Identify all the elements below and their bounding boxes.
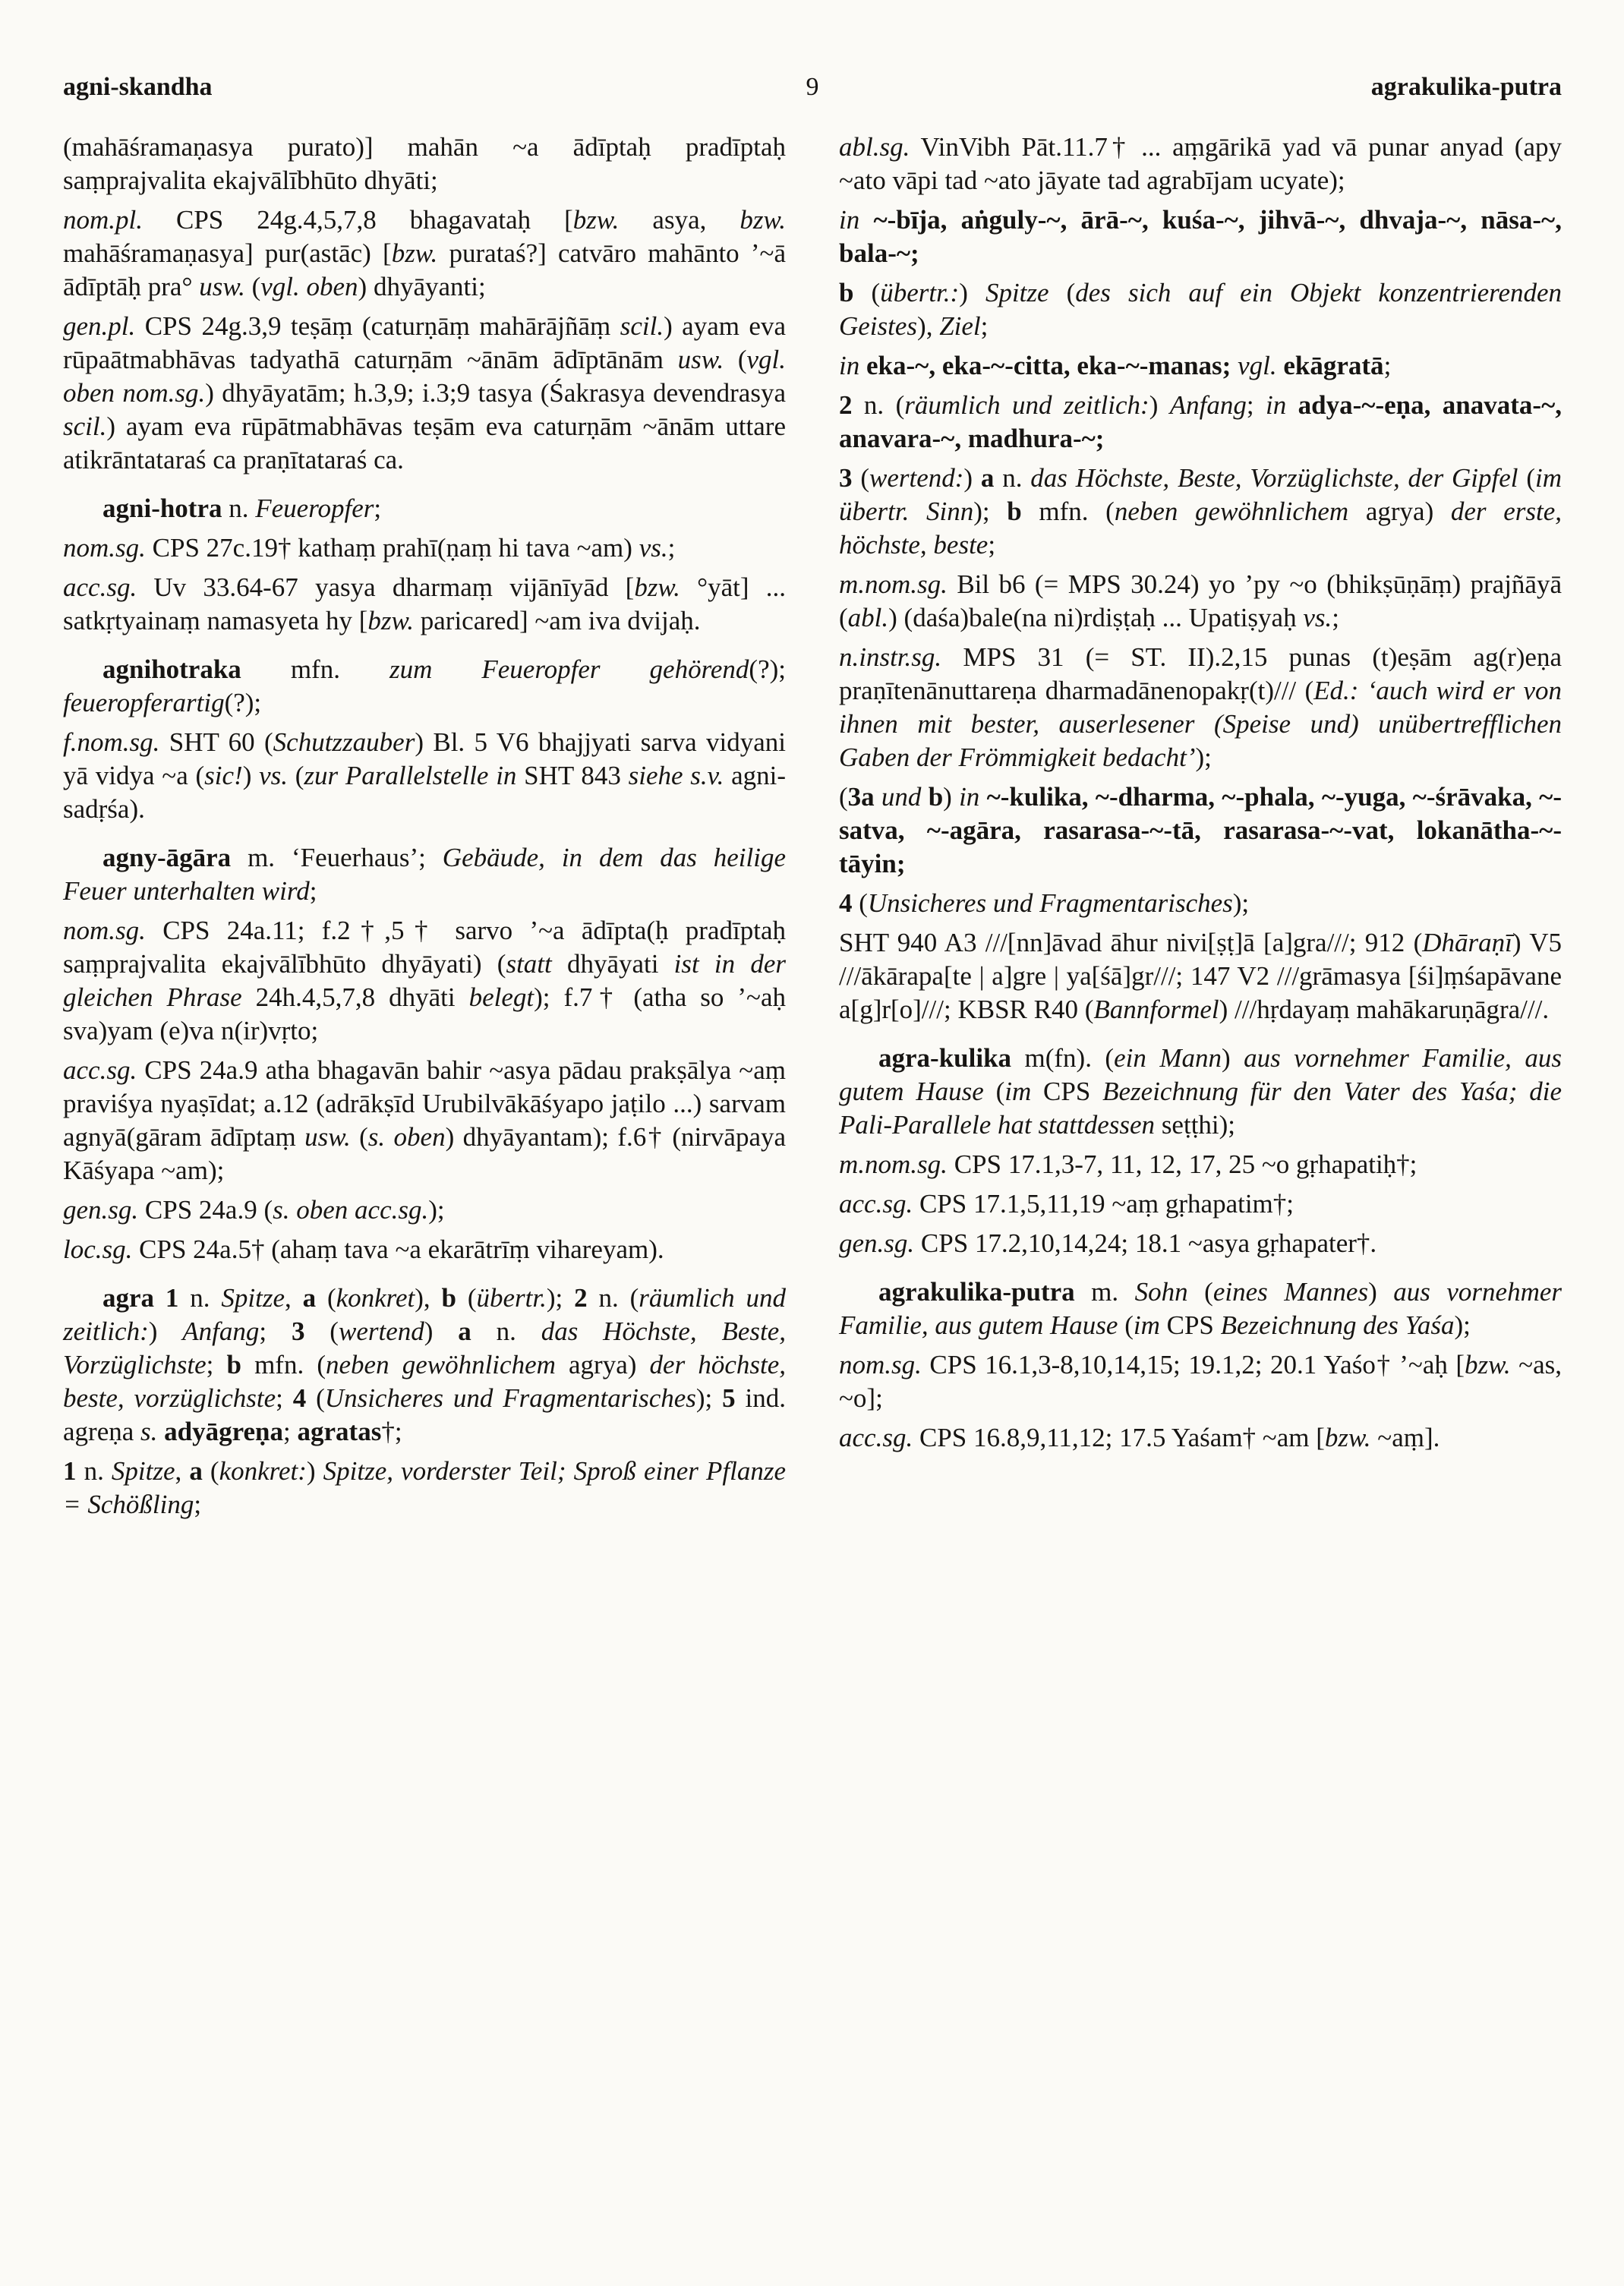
text-run: [859, 351, 866, 380]
text-run: m.nom.sg.: [839, 569, 948, 599]
text-run: m(fn). (: [1011, 1043, 1115, 1073]
text-run: ) ayam eva rūpaātmabhāvas tadyathā caturṇām ~ānām ādīptānām: [63, 311, 786, 374]
text-run: a: [980, 463, 995, 493]
text-run: ;: [276, 1383, 293, 1413]
text-run: seṭṭhi);: [1155, 1110, 1236, 1140]
entry-agra-kulika: [839, 1042, 1562, 1142]
text-run: des sich auf ein Objekt konzentrierenden Geistes: [839, 278, 1563, 341]
running-head-left: agni-skandha: [63, 73, 213, 101]
text-run: );: [546, 1283, 575, 1313]
text-run: bzw.: [367, 606, 415, 635]
text-run: n.instr.sg.: [839, 642, 942, 672]
dictionary-paragraph: [63, 1233, 786, 1266]
dictionary-paragraph: [839, 203, 1562, 270]
text-run: [1286, 390, 1298, 420]
dictionary-paragraph: [839, 1227, 1562, 1260]
text-run: (: [316, 1283, 336, 1313]
text-run: 5: [722, 1383, 736, 1413]
text-run: (: [852, 463, 869, 493]
text-run: (: [1518, 463, 1536, 493]
text-run: b: [928, 782, 944, 812]
text-run: vgl.: [1238, 351, 1277, 380]
dictionary-paragraph: [839, 1148, 1562, 1181]
text-run: );: [695, 1383, 723, 1413]
text-run: bzw.: [634, 572, 680, 602]
text-run: aus vornehmer Familie, aus gutem Hause: [839, 1043, 1562, 1106]
text-run: (?);: [749, 654, 786, 684]
text-columns: [63, 131, 1562, 1528]
text-run: );: [1195, 743, 1212, 772]
text-run: ),: [415, 1283, 442, 1313]
text-run: statt: [506, 949, 552, 979]
text-run: CPS: [1031, 1077, 1103, 1106]
text-run: neben gewöhnlichem: [326, 1350, 556, 1379]
text-run: bzw.: [739, 205, 786, 235]
text-run: mfn.: [241, 654, 389, 684]
text-run: wertend:: [869, 463, 964, 493]
text-run: 3: [839, 463, 853, 493]
text-run: (: [202, 1456, 219, 1486]
text-run: (: [456, 1283, 477, 1313]
text-run: );: [973, 497, 1008, 526]
text-run: räumlich und zeitlich:: [904, 390, 1149, 420]
dictionary-paragraph: [839, 641, 1562, 774]
dictionary-paragraph: [839, 462, 1562, 562]
text-run: ) dhyāyanti;: [358, 272, 486, 301]
text-run: s.: [140, 1417, 158, 1446]
dictionary-paragraph: [63, 571, 786, 638]
entry-agra: [63, 1282, 786, 1449]
text-run: acc.sg.: [839, 1423, 913, 1452]
text-run: ;: [980, 311, 989, 341]
text-run: );: [1454, 1310, 1471, 1340]
text-run: ): [1149, 390, 1170, 420]
text-run: VinVibh Pāt.11.7† ... aṃgārikā yad vā punar anyad (apy ~ato vāpi tad ~ato jāyate tad agrabījam ucyate);: [839, 132, 1562, 195]
text-run: (: [288, 761, 304, 790]
text-run: f.nom.sg.: [63, 727, 160, 757]
text-run: 3a: [847, 782, 875, 812]
dictionary-paragraph: [839, 780, 1562, 881]
text-run: abl.sg.: [839, 132, 910, 162]
text-run: b: [1007, 497, 1022, 526]
text-run: 3: [291, 1316, 305, 1346]
text-run: loc.sg.: [63, 1234, 133, 1264]
text-run: wertend: [338, 1316, 424, 1346]
text-run: ) ///hṛdayaṃ mahākaruṇāgra///.: [1219, 995, 1550, 1024]
text-run: mfn. (: [1021, 497, 1115, 526]
text-run: Spitze: [111, 1456, 175, 1486]
headword: agrakulika-putra: [878, 1277, 1075, 1307]
text-run: ~-kulika, ~-dharma, ~-phala, ~-yuga, ~-śrāvaka, ~-satva, ~-agāra, rasarasa-~-tā, rasarasa-~-vat, lokanātha-~-tāyin;: [839, 782, 1562, 878]
text-run: CPS 24a.11; f.2†,5† sarvo ’~a ādīpta(ḥ pradīptaḥ saṃprajvalita ekajvālībhūto dhyāyati) (: [63, 916, 786, 979]
text-run: ): [1221, 1043, 1244, 1073]
text-run: vs.: [1303, 603, 1332, 632]
text-run: †;: [381, 1417, 402, 1446]
text-run: n.: [222, 493, 256, 523]
text-run: ) V5 ///ākārapa[te | a]gre | ya[śā]gr///; 147 V2 ///grāmasya [śi]ṃśapāvane a[g]r[o]///; KBSR R40 (: [839, 928, 1562, 1024]
entry-agrakulika-putra: [839, 1275, 1562, 1342]
dictionary-paragraph: [839, 1187, 1562, 1221]
text-run: n.: [471, 1316, 541, 1346]
dictionary-paragraph: [63, 1193, 786, 1227]
text-run: CPS 24g.3,9 teṣāṃ (caturṇāṃ mahārājñāṃ: [135, 311, 620, 341]
text-run: nom.sg.: [839, 1350, 922, 1379]
text-run: eka-~, eka-~-citta, eka-~-manas;: [866, 351, 1231, 380]
text-run: ): [148, 1316, 183, 1346]
text-run: mahāśramaṇasya] pur(astāc) [: [63, 238, 392, 268]
text-run: n.: [76, 1456, 112, 1486]
text-run: b: [226, 1350, 241, 1379]
text-run: ): [959, 278, 985, 307]
text-run: ): [1368, 1277, 1394, 1307]
text-run: CPS 24a.5† (ahaṃ tava ~a ekarātrīṃ vihareyam).: [132, 1234, 664, 1264]
dictionary-paragraph: [839, 568, 1562, 635]
text-run: ;: [1383, 351, 1392, 380]
text-run: [154, 1283, 166, 1313]
text-run: nom.sg.: [63, 533, 146, 563]
text-run: ),: [917, 311, 940, 341]
text-run: [979, 782, 986, 812]
text-run: Sohn: [1134, 1277, 1188, 1307]
text-run: ): [424, 1316, 459, 1346]
text-run: agrya): [555, 1350, 650, 1379]
text-run: n.: [178, 1283, 222, 1313]
text-run: nom.pl.: [63, 205, 143, 235]
text-run: Unsicheres und Fragmentarisches: [867, 888, 1233, 918]
text-run: Anfang: [1169, 390, 1247, 420]
text-run: ;: [988, 530, 996, 560]
text-run: abl.: [847, 603, 889, 632]
text-run: acc.sg.: [63, 1055, 137, 1085]
text-run: ;: [194, 1490, 202, 1519]
text-run: Anfang: [182, 1316, 260, 1346]
text-run: m.nom.sg.: [839, 1149, 948, 1179]
text-run: der erste, höchste, beste: [839, 497, 1562, 560]
text-run: n. (: [587, 1283, 639, 1313]
text-run: Bannformel: [1093, 995, 1219, 1024]
text-run: m. ‘Feuerhaus’;: [231, 843, 443, 872]
text-run: 2: [574, 1283, 588, 1313]
text-run: ;: [667, 533, 676, 563]
text-run: vgl. oben: [260, 272, 358, 301]
text-run: vgl. oben nom.sg.: [63, 345, 786, 408]
text-run: und: [881, 782, 922, 812]
text-run: ist in der gleichen Phrase: [63, 949, 786, 1012]
text-run: ) Bl. 5 V6 bhajjyati sarva vidyani yā vidya ~a (: [63, 727, 786, 790]
headword: agnihotraka: [102, 654, 241, 684]
text-run: SHT 843: [516, 761, 629, 790]
text-run: bzw.: [1465, 1350, 1511, 1379]
text-run: b: [441, 1283, 456, 1313]
text-run: °yāt] ... satkṛtyainaṃ namasyeta hy [: [63, 572, 786, 635]
text-run: scil.: [620, 311, 664, 341]
dictionary-paragraph: [839, 131, 1562, 197]
text-run: CPS 17.1,5,11,19 ~aṃ gṛhapatim†;: [913, 1189, 1294, 1219]
text-run: (: [853, 278, 881, 307]
text-run: [1231, 351, 1238, 380]
text-run: ~-bīja, aṅguly-~, ārā-~, kuśa-~, jihvā-~, dhvaja-~, nāsa-~, bala-~;: [839, 205, 1562, 268]
text-run: ;: [309, 876, 317, 906]
entry-agni-hotra: [63, 492, 786, 525]
dictionary-paragraph: [63, 1054, 786, 1187]
text-run: usw.: [677, 345, 724, 374]
text-run: asya,: [619, 205, 740, 235]
text-run: ;: [1332, 603, 1339, 632]
text-run: 2: [839, 390, 853, 420]
text-run: n. (: [852, 390, 905, 420]
text-run: der höchste, beste, vorzüglichste: [63, 1350, 786, 1413]
text-run: Bezeichnung für den Vater des Yaśa; die Pali-Parallele hat stattdessen: [839, 1077, 1563, 1140]
text-run: nom.sg.: [63, 916, 146, 945]
column-left: [63, 131, 786, 1528]
text-run: (: [304, 1316, 339, 1346]
text-run: a: [458, 1316, 471, 1346]
text-run: ;: [1246, 390, 1266, 420]
dictionary-paragraph: [839, 349, 1562, 383]
text-run: ~as, ~o];: [839, 1350, 1562, 1413]
text-run: 4: [292, 1383, 307, 1413]
text-run: (: [1187, 1277, 1213, 1307]
column-right: [839, 131, 1562, 1528]
text-run: feueropferartig: [63, 688, 225, 717]
text-run: adyāgreṇa: [164, 1417, 284, 1446]
text-run: Spitze, vorderster Teil; Sproß einer Pflanze = Schößling: [63, 1456, 786, 1519]
text-run: im: [1004, 1077, 1032, 1106]
text-run: räumlich und zeitlich:: [63, 1283, 787, 1346]
text-run: (: [839, 782, 848, 812]
text-run: gen.sg.: [839, 1228, 915, 1258]
text-run: usw.: [304, 1122, 351, 1152]
text-run: );: [1232, 888, 1250, 918]
text-run: m.: [1074, 1277, 1135, 1307]
text-run: CPS 17.2,10,14,24; 18.1 ~asya gṛhapater†.: [914, 1228, 1377, 1258]
dictionary-paragraph: [63, 131, 786, 197]
text-run: agrya): [1348, 497, 1451, 526]
text-run: ind. agreṇa: [63, 1383, 786, 1446]
text-run: Bezeichnung des Yaśa: [1220, 1310, 1455, 1340]
text-run: sic!: [204, 761, 243, 790]
text-run: Spitze: [985, 278, 1049, 307]
text-run: übertr.: [476, 1283, 547, 1313]
text-run: gen.sg.: [63, 1195, 139, 1225]
text-run: ) ayam eva rūpātmabhāvas teṣām eva caturṇām ~ānām uttare atikrāntataraś ca praṇītataraś ca.: [63, 411, 786, 475]
text-run: a: [189, 1456, 203, 1486]
text-run: );: [428, 1195, 445, 1225]
text-run: ;: [283, 1417, 298, 1446]
headword: agra-kulika: [878, 1043, 1012, 1073]
text-run: ein Mann: [1114, 1043, 1222, 1073]
text-run: konkret: [336, 1283, 415, 1313]
text-run: (?);: [224, 688, 262, 717]
text-run: CPS 24a.9 (: [138, 1195, 273, 1225]
text-run: das Höchste, Beste, Vorzüglichste, der Gipfel: [1030, 463, 1518, 493]
text-run: CPS 24g.4,5,7,8 bhagavataḥ [: [143, 205, 573, 235]
text-run: CPS 16.1,3-8,10,14,15; 19.1,2; 20.1 Yaśo† ’~aḥ [: [921, 1350, 1465, 1379]
text-run: vs.: [639, 533, 668, 563]
text-run: Feueropfer: [255, 493, 374, 523]
text-run: mfn. (: [241, 1350, 326, 1379]
dictionary-paragraph: [839, 1348, 1562, 1415]
headword: agni-hotra: [102, 493, 222, 523]
text-run: acc.sg.: [63, 572, 137, 602]
text-run: (: [724, 345, 747, 374]
text-run: zum Feueropfer gehörend: [389, 654, 749, 684]
text-run: 4: [839, 888, 853, 918]
dictionary-paragraph: [63, 914, 786, 1048]
text-run: ~aṃ].: [1370, 1423, 1440, 1452]
text-run: SHT 940 A3 ///[nn]āvad āhur nivi[ṣṭ]ā [a]gra///; 912 (: [839, 928, 1423, 957]
text-run: zur Parallelstelle in: [304, 761, 517, 790]
text-run: ,: [175, 1456, 190, 1486]
running-header: [63, 73, 1562, 108]
text-run: 1: [165, 1283, 179, 1313]
text-run: Uv 33.64-67 yasya dharmaṃ vijānīyād [: [137, 572, 635, 602]
text-run: Spitze: [221, 1283, 285, 1313]
text-run: usw.: [199, 272, 245, 301]
text-run: CPS 16.8,9,11,12; 17.5 Yaśam† ~am [: [913, 1423, 1325, 1452]
text-run: [859, 205, 873, 235]
text-run: ): [963, 463, 981, 493]
text-run: (mahāśramaṇasya purato)] mahān ~a ādīptaḥ pradīptaḥ saṃprajvalita ekajvālībhūto dhyāti;: [63, 132, 786, 195]
text-run: das Höchste, Beste, Vorzüglichste: [63, 1316, 787, 1379]
text-run: CPS 27c.19† kathaṃ prahī(ṇaṃ hi tava ~am): [145, 533, 639, 563]
text-run: SHT 60 (: [159, 727, 273, 757]
text-run: Ziel: [939, 311, 981, 341]
text-run: ;: [259, 1316, 292, 1346]
text-run: CPS 17.1,3-7, 11, 12, 17, 25 ~o gṛhapatiḥ†;: [947, 1149, 1417, 1179]
text-run: ) (daśa)bale(na ni)rdiṣṭaḥ ... Upatiṣyaḥ: [888, 603, 1304, 632]
text-run: CPS: [1159, 1310, 1221, 1340]
text-run: [875, 782, 881, 812]
text-run: 1: [63, 1456, 77, 1486]
headword: agra: [102, 1283, 155, 1313]
dictionary-paragraph: [63, 1455, 786, 1521]
text-run: agratas: [297, 1417, 382, 1446]
text-run: 24h.4,5,7,8 dhyāti: [241, 982, 469, 1012]
text-run: ): [943, 782, 960, 812]
text-run: (: [983, 1077, 1005, 1106]
text-run: s. oben: [367, 1122, 446, 1152]
text-run: in: [839, 205, 860, 235]
entry-agnihotraka: [63, 653, 786, 720]
text-run: CPS 24a.9 atha bhagavān bahir ~asya pādau prakṣālya ~aṃ praviśya nyaṣīdat; a.12 (adrākṣīd Urubilvākāśyapo jaṭilo ...) sarvam agnyā(gāram ādīptaṃ: [63, 1055, 786, 1152]
text-run: [921, 782, 928, 812]
text-run: Bil b6 (= MPS 30.24) yo ’py ~o (bhikṣūṇāṃ) prajñāyā (: [839, 569, 1562, 632]
text-run: bzw.: [1324, 1423, 1371, 1452]
text-run: dhyāyati: [551, 949, 674, 979]
text-run: (: [244, 272, 261, 301]
text-run: ekāgratā: [1283, 351, 1384, 380]
text-run: eines Mannes: [1212, 1277, 1369, 1307]
dictionary-paragraph: [63, 203, 786, 304]
text-run: adya-~-eṇa, anavata-~, anavara-~, madhura-~;: [839, 390, 1563, 453]
dictionary-paragraph: [63, 531, 786, 565]
text-run: belegt: [468, 982, 535, 1012]
text-run: vs.: [259, 761, 288, 790]
page-number: 9: [806, 73, 819, 101]
text-run: Ed.: ‘auch wird er von ihnen mit bester, auserlesener (Speise und) unübertrefflichen Gaben der Frömmigkeit bedacht’: [839, 676, 1562, 772]
text-run: ;: [374, 493, 382, 523]
text-run: purataś?] catvāro mahānto ’~ā ādīptāḥ pra°: [63, 238, 787, 301]
entry-agny-agara: [63, 841, 786, 908]
text-run: (: [1118, 1310, 1134, 1340]
text-run: acc.sg.: [839, 1189, 913, 1219]
text-run: ,: [284, 1283, 303, 1313]
text-run: paricared] ~am iva dvijaḥ.: [414, 606, 701, 635]
text-run: (: [1049, 278, 1076, 307]
text-run: a: [302, 1283, 317, 1313]
text-run: ) dhyāyantam); f.6† (nirvāpaya Kāśyapa ~am);: [63, 1122, 787, 1185]
text-run: (: [852, 888, 868, 918]
text-run: konkret:: [219, 1456, 307, 1486]
headword: agny-āgāra: [102, 843, 232, 872]
text-run: Gebäude, in dem das heilige Feuer unterhalten wird: [63, 843, 786, 906]
text-run: agni-sadṛśa).: [63, 761, 786, 824]
text-run: im: [1133, 1310, 1160, 1340]
dictionary-paragraph: [839, 276, 1562, 343]
text-run: neben gewöhnlichem: [1114, 497, 1349, 526]
text-run: ;: [206, 1350, 227, 1379]
text-run: ): [242, 761, 260, 790]
running-head-right: agrakulika-putra: [1370, 73, 1562, 101]
text-run: n.: [994, 463, 1031, 493]
dictionary-paragraph: [63, 726, 786, 826]
text-run: aus vornehmer Familie, aus gutem Hause: [839, 1277, 1563, 1340]
text-run: Schutzzauber: [273, 727, 415, 757]
text-run: in: [1266, 390, 1287, 420]
dictionary-paragraph: [839, 926, 1562, 1026]
text-run: (: [306, 1383, 325, 1413]
text-run: Dhāraṇī: [1422, 928, 1512, 957]
dictionary-paragraph: [839, 389, 1562, 456]
text-run: Unsicheres und Fragmentarisches: [324, 1383, 696, 1413]
text-run: ): [306, 1456, 323, 1486]
text-run: s. oben acc.sg.: [273, 1195, 429, 1225]
text-run: gen.pl.: [63, 311, 136, 341]
text-run: MPS 31 (= ST. II).2,15 punas (t)eṣām ag(r)eṇa praṇītenānuttareṇa dharmadānenopakṛ(t)/// (: [839, 642, 1562, 705]
text-run: bzw.: [572, 205, 620, 235]
text-run: in: [959, 782, 980, 812]
text-run: ) dhyāyatām; h.3,9; i.3;9 tasya (Śakrasya devendrasya: [205, 378, 787, 408]
text-run: übertr.:: [880, 278, 960, 307]
dictionary-paragraph: [839, 887, 1562, 920]
text-run: in: [839, 351, 860, 380]
dictionary-paragraph: [839, 1421, 1562, 1455]
text-run: siehe s.v.: [628, 761, 724, 790]
text-run: ); f.7† (atha so ’~aḥ sva)yam (e)va n(ir)vṛto;: [63, 982, 786, 1045]
text-run: [157, 1417, 164, 1446]
text-run: im übertr. Sinn: [839, 463, 1563, 526]
text-run: scil.: [63, 411, 107, 441]
text-run: bzw.: [391, 238, 438, 268]
dictionary-paragraph: [63, 310, 786, 477]
text-run: b: [839, 278, 854, 307]
text-run: (: [350, 1122, 368, 1152]
